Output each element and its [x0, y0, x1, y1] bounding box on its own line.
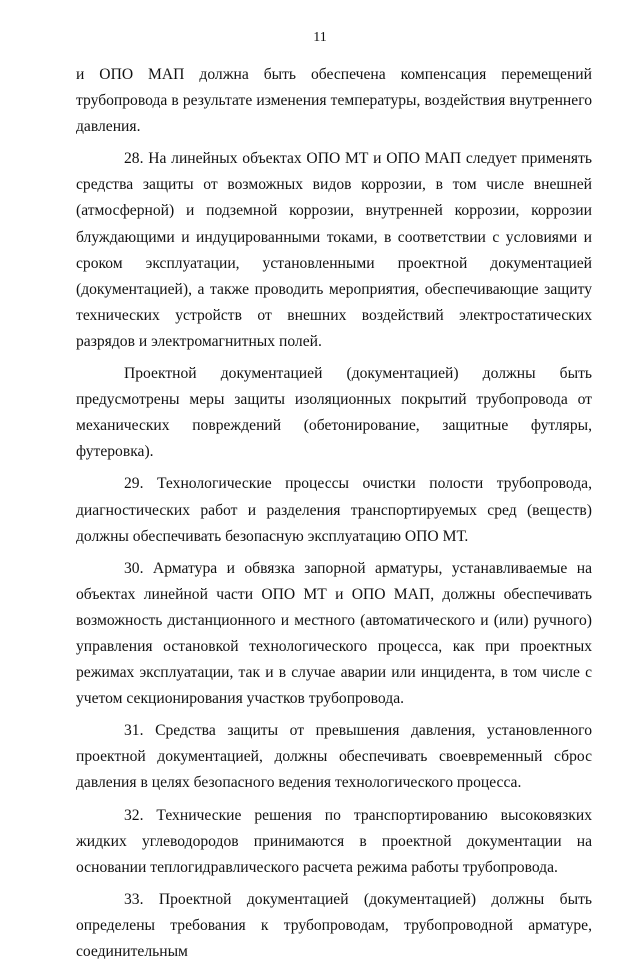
page-number: 11	[313, 30, 327, 45]
paragraph-29: 29. Технологические процессы очистки полости трубопровода, диагностических работ и разделения транспортируемых сред (веществ) должны обеспечивать безопасную эксплуатацию ОПО МТ.	[76, 475, 592, 545]
paragraph-32: 32. Технические решения по транспортированию высоковязких жидких углеводородов принимаются в проектной документации на основании теплогидравлического расчета режима работы трубопровода.	[76, 806, 592, 876]
paragraph-31: 31. Средства защиты от превышения давления, установленного проектной документацией, должны обеспечивать своевременный сброс давления в целях безопасного ведения технологического процесса.	[76, 722, 592, 792]
paragraph-28: 28. На линейных объектах ОПО МТ и ОПО МАП следует применять средства защиты от возможных видов коррозии, в том числе внешней (атмосферной) и подземной коррозии, внутренней коррозии, коррозии блуждающими и индуцированными токами, в соответствии с условиями и сроком эксплуатации, установленными проектной документацией (документацией), а также проводить мероприятия, обеспечивающие защиту технических устройств от внешних воздействий электростатических разрядов и электромагнитных полей.	[76, 150, 592, 350]
paragraph-33: 33. Проектной документацией (документацией) должны быть определены требования к трубопроводам, трубопроводной арматуре, соединительным	[76, 890, 592, 960]
paragraph-continuation: и ОПО МАП должна быть обеспечена компенсация перемещений трубопровода в результате изменения температуры, воздействия внутреннего давления.	[76, 66, 592, 136]
document-body	[76, 62, 592, 965]
paragraph-30: 30. Арматура и обвязка запорной арматуры, устанавливаемые на объектах линейной части ОПО МТ и ОПО МАП, должны обеспечивать возможность дистанционного и местного (автоматического и (или) ручного) управления остановкой технологического процесса, как при проектных режимах эксплуатации, так и в случае аварии или инцидента, в том числе с учетом секционирования участков трубопровода.	[76, 559, 592, 708]
paragraph-28-cont: Проектной документацией (документацией) должны быть предусмотрены меры защиты изоляционных покрытий трубопровода от механических повреждений (обетонирование, защитные футляры, футеровка).	[76, 365, 592, 461]
